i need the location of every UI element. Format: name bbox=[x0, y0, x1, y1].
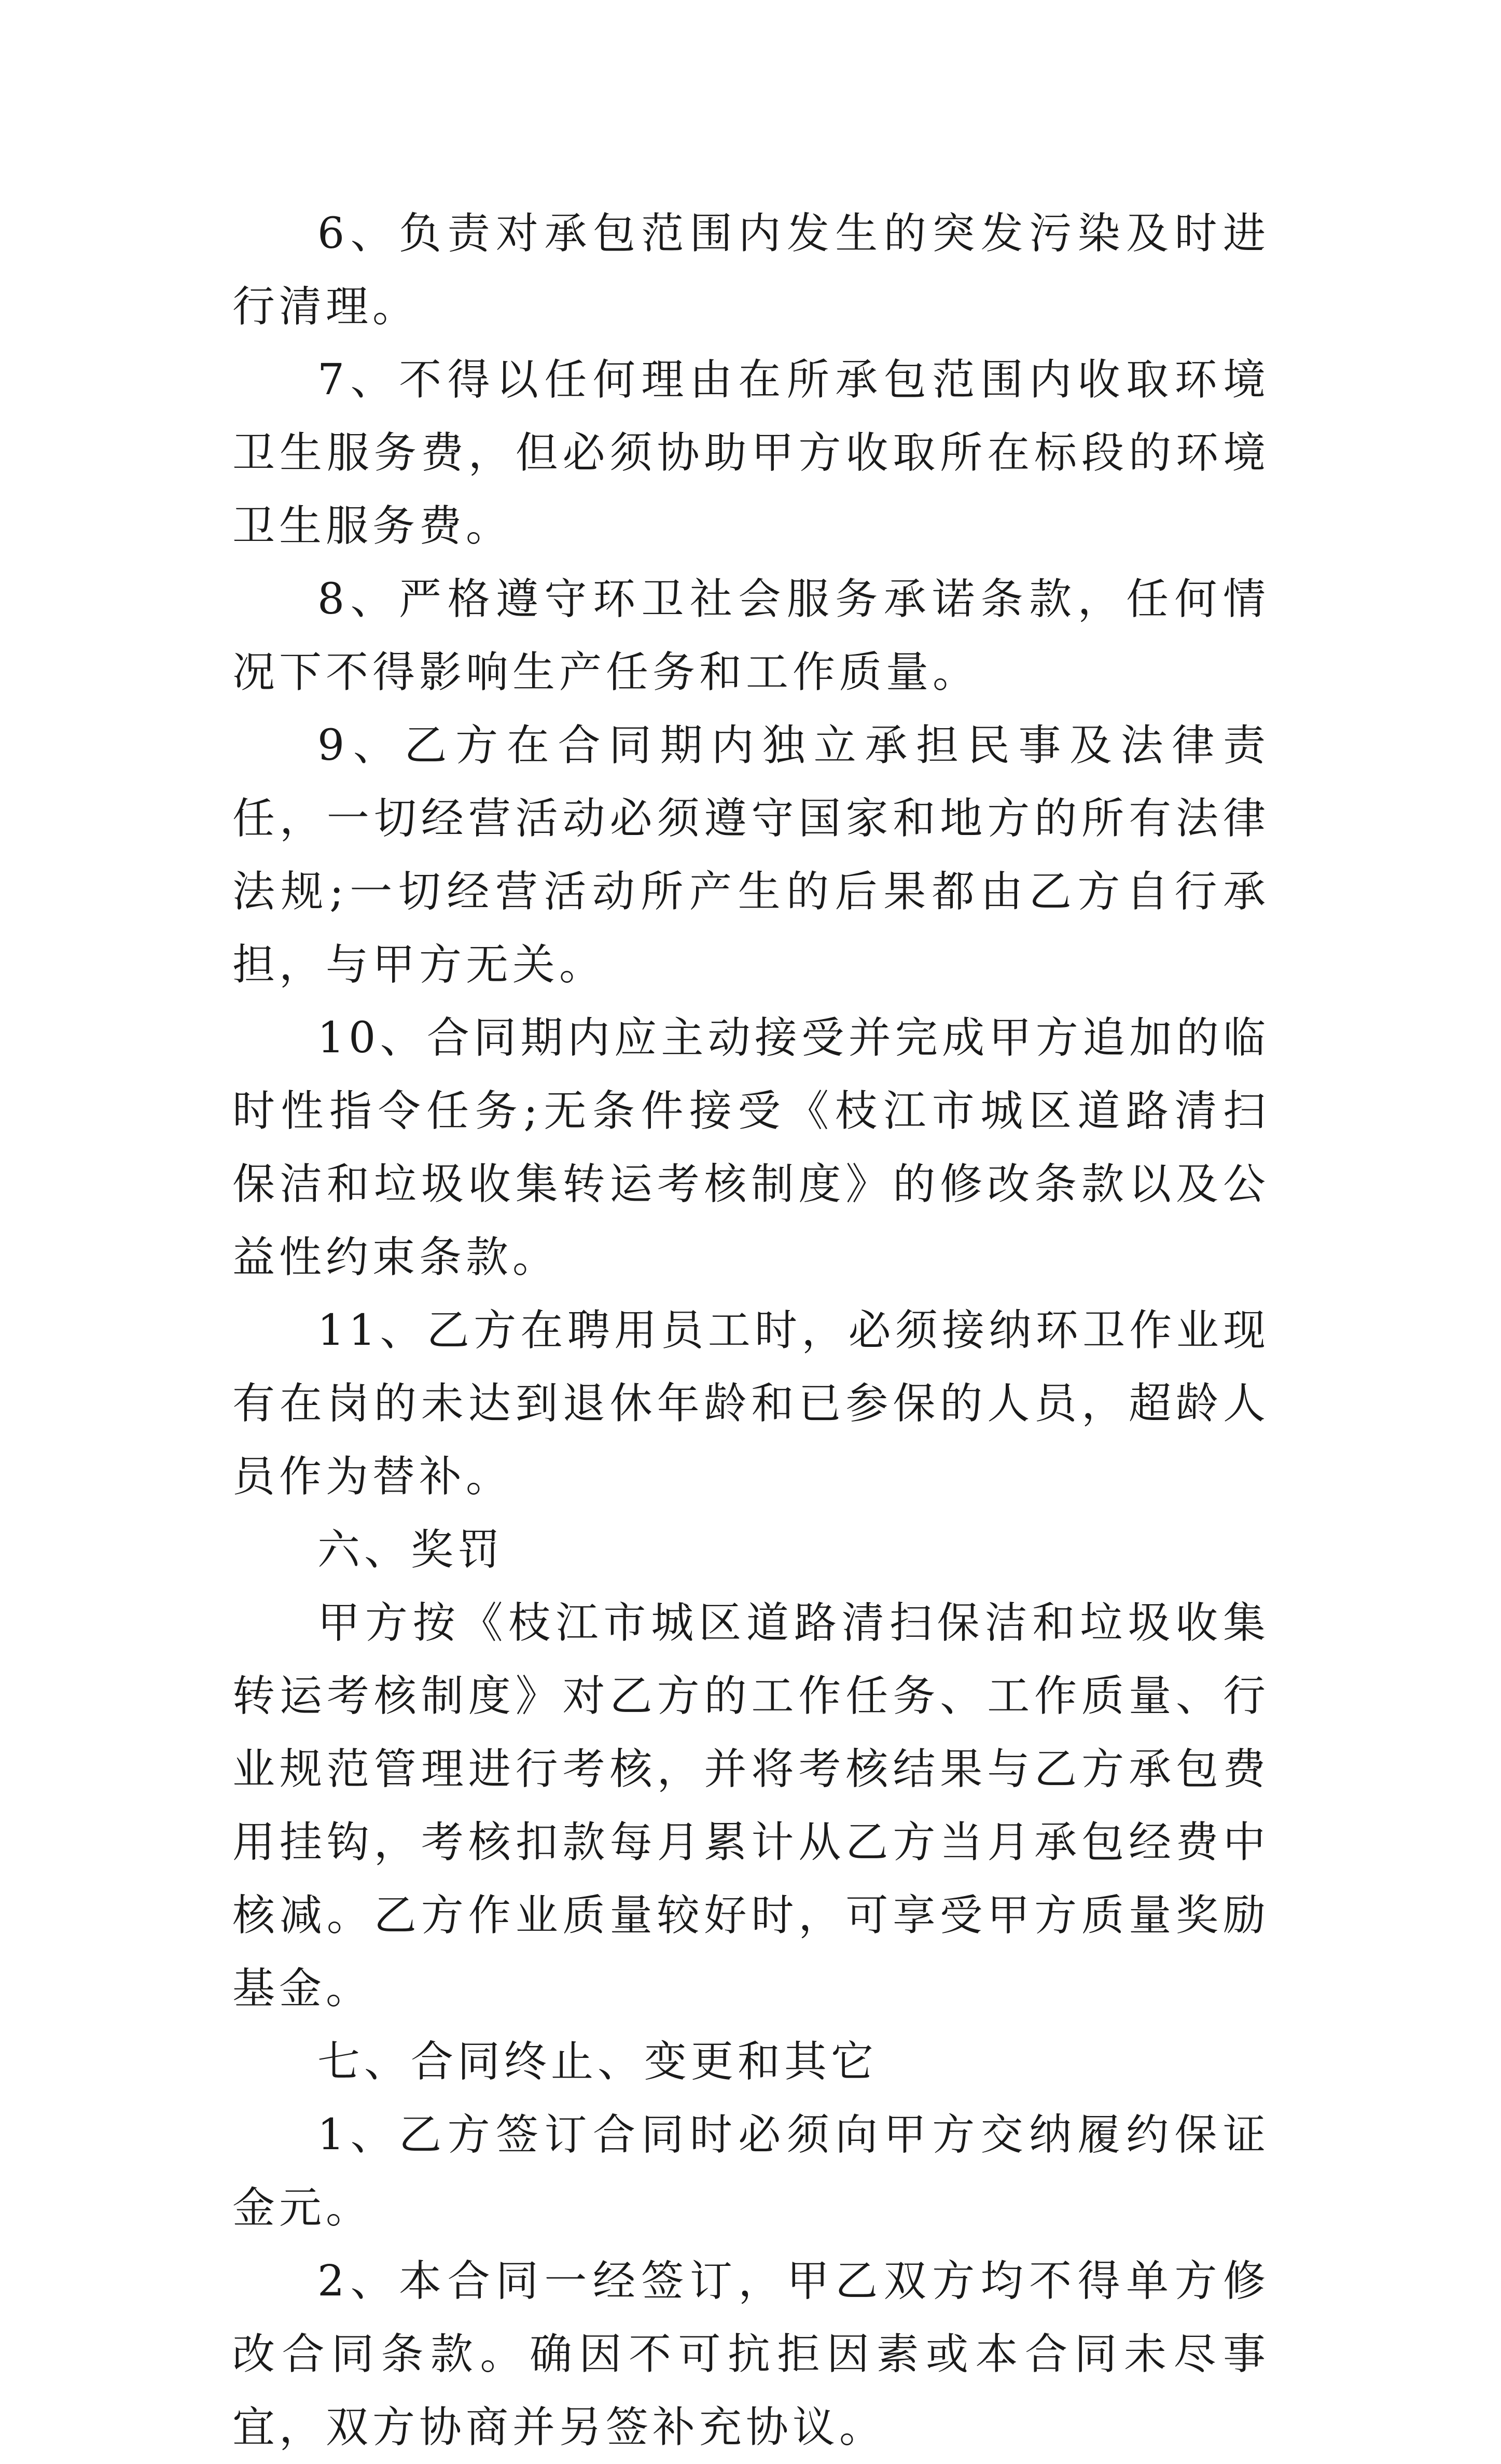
clause-7: 7、不得以任何理由在所承包范围内收取环境卫生服务费，但必须协助甲方收取所在标段的环境卫生服务费。 bbox=[232, 355, 1270, 551]
clause-11: 11、乙方在聘用员工时，必须接纳环卫作业现有在岗的未达到退休年龄和已参保的人员，超龄人员作为替补。 bbox=[232, 1306, 1270, 1501]
section-heading-termination: 七、合同终止、变更和其它 bbox=[317, 2037, 878, 2086]
clause-8: 8、严格遵守环卫社会服务承诺条款，任何情况下不得影响生产任务和工作质量。 bbox=[232, 575, 1270, 697]
document-body bbox=[232, 197, 1270, 2464]
rewards-paragraph: 甲方按《枝江市城区道路清扫保洁和垃圾收集转运考核制度》对乙方的工作任务、工作质量、行业规范管理进行考核，并将考核结果与乙方承包费用挂钩，考核扣款每月累计从乙方当月承包经费中核减。乙方作业质量较好时，可享受甲方质量奖励基金。 bbox=[232, 1598, 1270, 2013]
section-heading-rewards: 六、奖罚 bbox=[317, 1525, 505, 1575]
clause-9: 9、乙方在合同期内独立承担民事及法律责任，一切经营活动必须遵守国家和地方的所有法律法规;一切经营活动所产生的后果都由乙方自行承担，与甲方无关。 bbox=[232, 721, 1270, 990]
termination-clause-1: 1、乙方签订合同时必须向甲方交纳履约保证金元。 bbox=[232, 2110, 1270, 2233]
clause-6: 6、负责对承包范围内发生的突发污染及时进行清理。 bbox=[232, 209, 1270, 331]
termination-clause-2: 2、本合同一经签订，甲乙双方均不得单方修改合同条款。确因不可抗拒因素或本合同未尽事宜，双方协商并另签补充协议。 bbox=[232, 2257, 1270, 2452]
clause-10: 10、合同期内应主动接受并完成甲方追加的临时性指令任务;无条件接受《枝江市城区道路清扫保洁和垃圾收集转运考核制度》的修改条款以及公益性约束条款。 bbox=[232, 1013, 1270, 1282]
